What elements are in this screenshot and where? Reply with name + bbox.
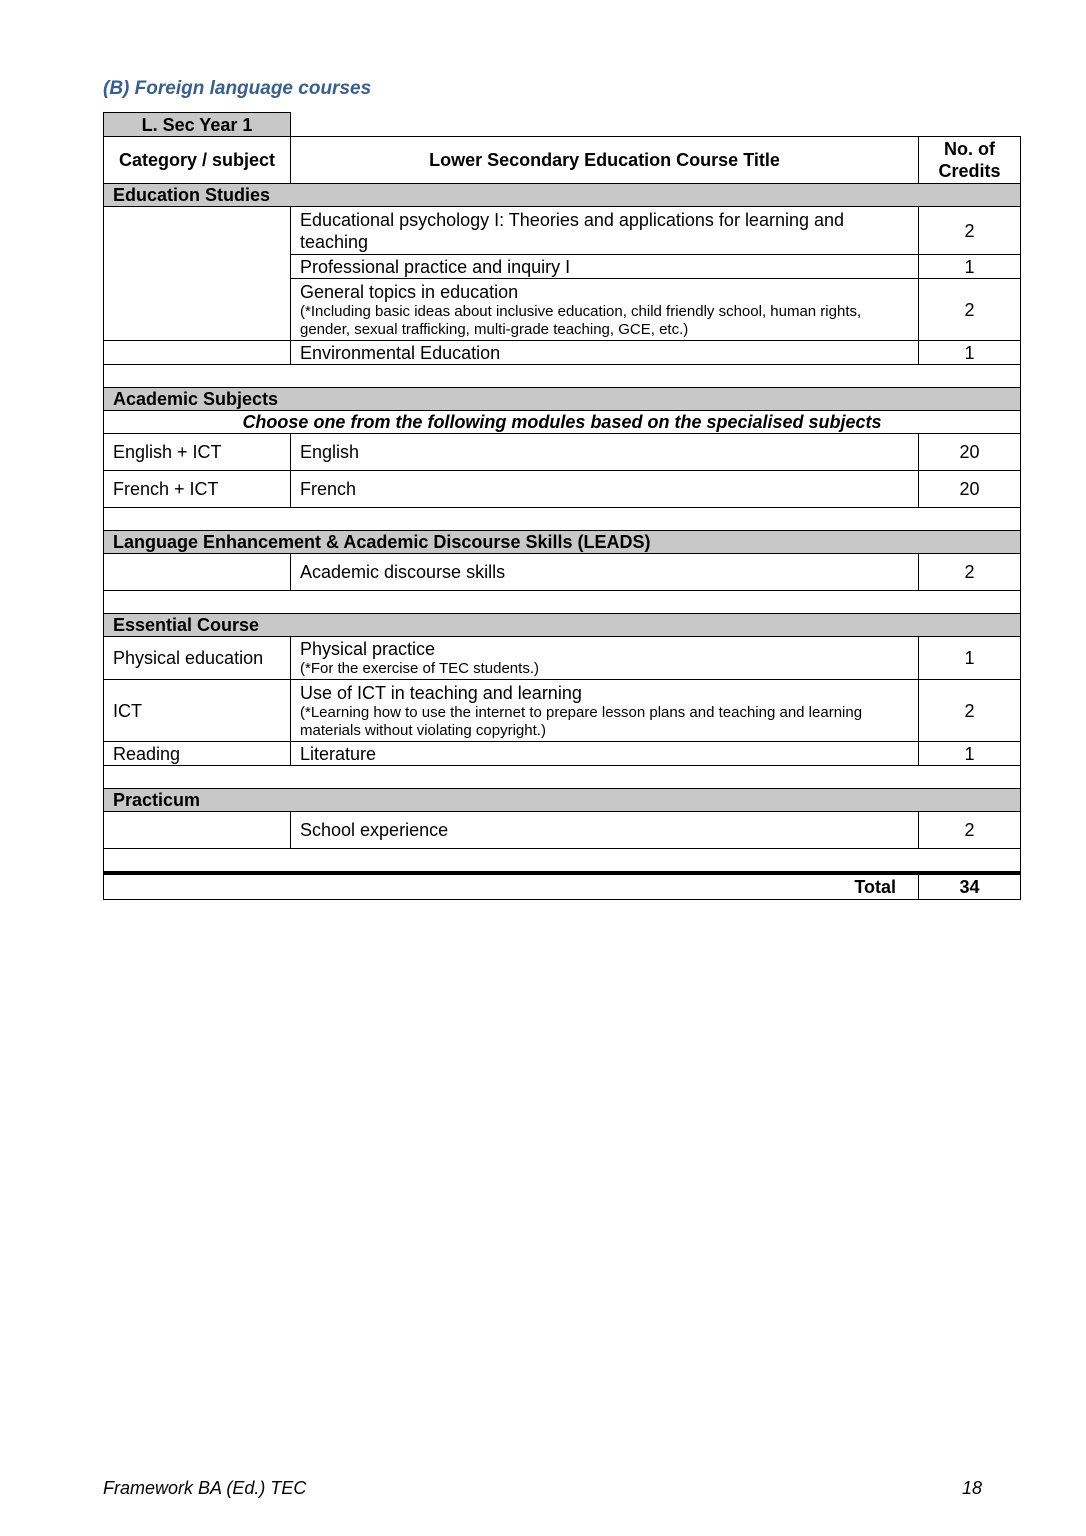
credits-cell: 1 (919, 341, 1021, 365)
category-cell: French + ICT (104, 471, 291, 508)
course-note: (*For the exercise of TEC students.) (300, 660, 539, 677)
spacer-cell (104, 591, 1021, 614)
column-header-category: Category / subject (104, 137, 291, 184)
section-essential-course (104, 614, 1021, 637)
section-label: Education Studies (104, 184, 1021, 207)
credits-cell: 2 (919, 207, 1021, 255)
category-cell (104, 812, 291, 849)
course-table (103, 136, 1021, 900)
table-header-row (104, 137, 1021, 184)
course-title: Physical practice (300, 639, 436, 659)
course-title: Use of ICT in teaching and learning (300, 682, 582, 703)
credits-cell: 2 (919, 279, 1021, 341)
table-row (104, 812, 1021, 849)
table-row (104, 554, 1021, 591)
section-label: Essential Course (104, 614, 1021, 637)
credits-cell: 1 (919, 255, 1021, 279)
column-header-credits: No. of Credits (919, 137, 1021, 184)
course-title: French (291, 471, 919, 508)
course-title-cell (291, 279, 919, 341)
year-label: L. Sec Year 1 (103, 112, 291, 137)
course-title: Environmental Education (291, 341, 919, 365)
table-row (104, 434, 1021, 471)
category-cell: Physical education (104, 637, 291, 680)
credits-cell: 1 (919, 637, 1021, 680)
total-label: Total (104, 873, 919, 900)
credits-cell: 20 (919, 434, 1021, 471)
spacer-cell (104, 766, 1021, 789)
course-note: (*Including basic ideas about inclusive education, child friendly school, human rights, gender, sexual trafficking, multi-grade teaching, GCE, etc.) (300, 302, 862, 338)
footer-document-title: Framework BA (Ed.) TEC (103, 1478, 307, 1498)
course-title: General topics in education (300, 281, 519, 302)
course-title-cell (291, 637, 919, 680)
spacer-row (104, 849, 1021, 874)
section-heading: (B) Foreign language courses (103, 78, 372, 99)
spacer-row (104, 591, 1021, 614)
spacer-cell (104, 365, 1021, 388)
category-cell: English + ICT (104, 434, 291, 471)
section-label: Practicum (104, 789, 1021, 812)
table-row (104, 207, 1021, 255)
section-education-studies (104, 184, 1021, 207)
spacer-row (104, 508, 1021, 531)
table-row (104, 341, 1021, 365)
credits-cell: 20 (919, 471, 1021, 508)
category-cell (104, 207, 291, 341)
course-title-cell (291, 680, 919, 742)
column-header-title: Lower Secondary Education Course Title (291, 137, 919, 184)
credits-cell: 2 (919, 680, 1021, 742)
category-cell: Reading (104, 742, 291, 766)
spacer-row (104, 365, 1021, 388)
course-title: School experience (291, 812, 919, 849)
category-cell (104, 341, 291, 365)
credits-cell: 2 (919, 812, 1021, 849)
table-row (104, 680, 1021, 742)
section-academic-subjects (104, 388, 1021, 411)
section-practicum (104, 789, 1021, 812)
instruction-text: Choose one from the following modules based on the specialised subjects (104, 411, 1021, 434)
course-title: Professional practice and inquiry I (291, 255, 919, 279)
total-row (104, 873, 1021, 900)
course-note: (*Learning how to use the internet to prepare lesson plans and teaching and learning materials without violating copyright.) (300, 703, 863, 739)
credits-cell: 1 (919, 742, 1021, 766)
table-row (104, 471, 1021, 508)
course-title: Academic discourse skills (291, 554, 919, 591)
course-title: English (291, 434, 919, 471)
table-row (104, 742, 1021, 766)
instruction-row (104, 411, 1021, 434)
spacer-cell (104, 849, 1021, 874)
section-label: Language Enhancement & Academic Discourse Skills (LEADS) (104, 531, 1021, 554)
table-row (104, 637, 1021, 680)
category-cell (104, 554, 291, 591)
total-value: 34 (919, 873, 1021, 900)
credits-cell: 2 (919, 554, 1021, 591)
category-cell: ICT (104, 680, 291, 742)
spacer-row (104, 766, 1021, 789)
course-title: Literature (291, 742, 919, 766)
section-label: Academic Subjects (104, 388, 1021, 411)
section-leads (104, 531, 1021, 554)
page-number: 18 (962, 1478, 983, 1498)
spacer-cell (104, 508, 1021, 531)
course-title: Educational psychology I: Theories and applications for learning and teaching (291, 207, 919, 255)
